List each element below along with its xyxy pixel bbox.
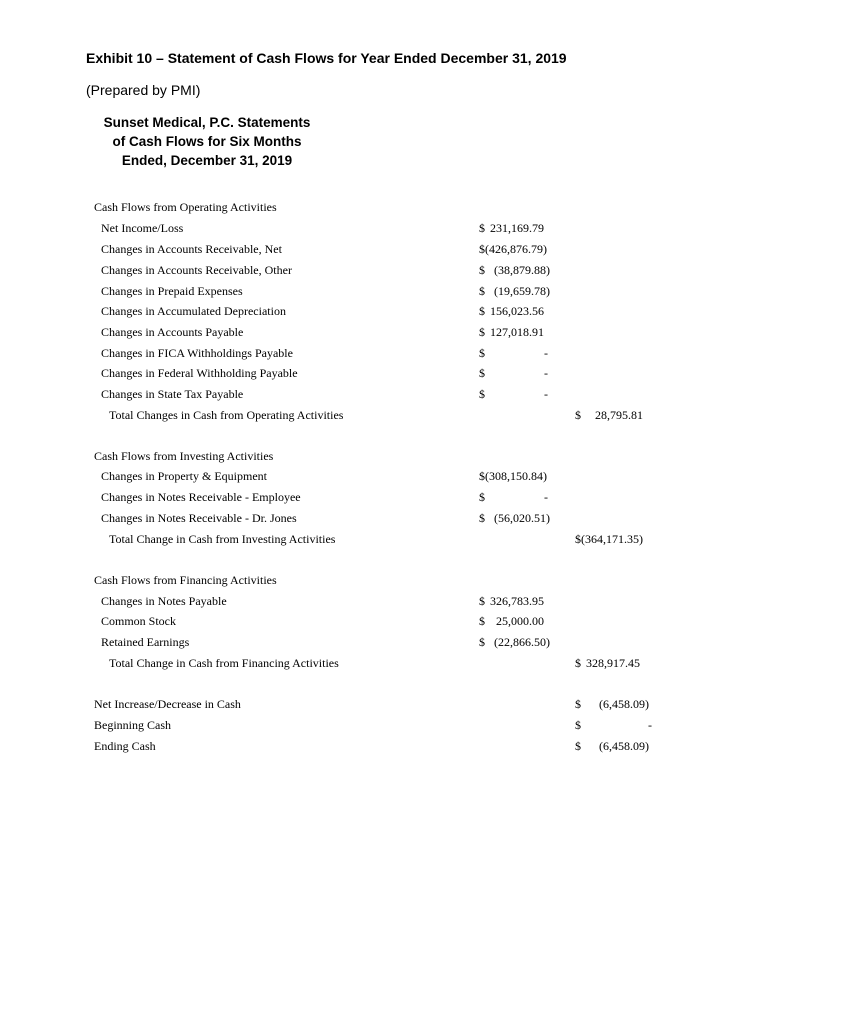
amount-value: (38,879.88): [494, 263, 550, 277]
row-amount: [479, 385, 558, 403]
statement-row: [0, 282, 845, 300]
row-amount: [479, 282, 558, 300]
dollar-sign: $: [479, 387, 485, 401]
dollar-sign: $: [479, 490, 485, 504]
dollar-sign: $: [479, 346, 485, 360]
dollar-sign: $: [575, 739, 581, 753]
row-amount: [575, 737, 654, 755]
amount-value: (6,458.09): [599, 739, 649, 753]
row-label: Net Increase/Decrease in Cash: [94, 697, 241, 711]
dollar-sign: $: [575, 697, 581, 711]
amount-value: $(308,150.84): [479, 469, 547, 483]
dollar-sign: $: [479, 366, 485, 380]
company-title: [86, 113, 328, 170]
statement-row: [0, 364, 845, 382]
section-heading: Cash Flows from Financing Activities: [94, 573, 277, 587]
dollar-sign: $: [479, 263, 485, 277]
statement-row: [0, 302, 845, 320]
row-label: Common Stock: [101, 614, 177, 628]
operating-total-row: [0, 406, 845, 424]
amount-value: -: [544, 366, 548, 380]
prepared-by: (Prepared by PMI): [86, 82, 201, 98]
row-amount: [479, 240, 558, 258]
row-label: Changes in State Tax Payable: [101, 387, 244, 401]
row-amount: [479, 612, 558, 630]
statement-row: [0, 592, 845, 610]
amount-value: 156,023.56: [490, 304, 544, 318]
amount-value: 328,917.45: [586, 656, 640, 670]
company-title-line: Sunset Medical, P.C. Statements: [103, 115, 311, 130]
row-label: Changes in Notes Receivable - Employee: [101, 490, 301, 504]
row-label: Changes in Accounts Payable: [101, 325, 244, 339]
company-title-line: Ended, December 31, 2019: [121, 153, 293, 168]
row-amount: [479, 344, 558, 362]
investing-heading-row: [0, 447, 845, 465]
statement-row: [0, 612, 845, 630]
row-label: Changes in Notes Payable: [101, 594, 227, 608]
statement-row: [0, 219, 845, 237]
amount-value: (19,659.78): [494, 284, 550, 298]
amount-value: 127,018.91: [490, 325, 544, 339]
statement-row: [0, 467, 845, 485]
row-amount: [479, 302, 558, 320]
dollar-sign: $: [479, 304, 485, 318]
statement-row: [0, 240, 845, 258]
row-label: Retained Earnings: [101, 635, 190, 649]
dollar-sign: $: [479, 511, 485, 525]
statement-row: [0, 385, 845, 403]
row-label: Changes in Prepaid Expenses: [101, 284, 243, 298]
amount-value: 25,000.00: [496, 614, 544, 628]
total-label: Total Change in Cash from Investing Activities: [109, 532, 336, 546]
amount-value: (6,458.09): [599, 697, 649, 711]
statement-row: [0, 633, 845, 651]
row-amount: [575, 716, 654, 734]
section-heading: Cash Flows from Operating Activities: [94, 200, 277, 214]
amount-value: (56,020.51): [494, 511, 550, 525]
investing-total-row: [0, 530, 845, 548]
row-amount: [479, 633, 558, 651]
amount-value: -: [544, 346, 548, 360]
amount-value: -: [648, 718, 652, 732]
row-amount: [479, 592, 558, 610]
company-title-line: of Cash Flows for Six Months: [112, 134, 302, 149]
statement-row: [0, 323, 845, 341]
dollar-sign: $: [575, 718, 581, 732]
row-label: Beginning Cash: [94, 718, 171, 732]
row-label: Changes in Accounts Receivable, Other: [101, 263, 292, 277]
row-amount: [479, 323, 558, 341]
dollar-sign: $: [479, 614, 485, 628]
dollar-sign: $: [479, 325, 485, 339]
amount-value: 28,795.81: [595, 408, 643, 422]
dollar-sign: $: [575, 656, 581, 670]
summary-row: [0, 716, 845, 734]
dollar-sign: $: [479, 221, 485, 235]
summary-row: [0, 737, 845, 755]
total-amount: [575, 530, 654, 548]
total-label: Total Change in Cash from Financing Activities: [109, 656, 339, 670]
exhibit-title: Exhibit 10 – Statement of Cash Flows for Year Ended December 31, 2019: [86, 50, 567, 66]
row-amount: [575, 695, 654, 713]
operating-heading-row: [0, 198, 845, 216]
row-label: Ending Cash: [94, 739, 156, 753]
total-amount: [575, 654, 654, 672]
dollar-sign: $: [479, 284, 485, 298]
row-label: Changes in Accumulated Depreciation: [101, 304, 286, 318]
statement-row: [0, 261, 845, 279]
dollar-sign: $: [479, 635, 485, 649]
row-label: Net Income/Loss: [101, 221, 184, 235]
row-label: Changes in Property & Equipment: [101, 469, 267, 483]
total-amount: [575, 406, 654, 424]
amount-value: $(364,171.35): [575, 532, 643, 546]
row-amount: [479, 467, 558, 485]
total-label: Total Changes in Cash from Operating Activities: [109, 408, 344, 422]
row-amount: [479, 219, 558, 237]
amount-value: $(426,876.79): [479, 242, 547, 256]
amount-value: -: [544, 490, 548, 504]
row-label: Changes in FICA Withholdings Payable: [101, 346, 293, 360]
row-amount: [479, 488, 558, 506]
row-label: Changes in Federal Withholding Payable: [101, 366, 298, 380]
row-label: Changes in Notes Receivable - Dr. Jones: [101, 511, 297, 525]
amount-value: 326,783.95: [490, 594, 544, 608]
dollar-sign: $: [575, 408, 581, 422]
row-amount: [479, 364, 558, 382]
amount-value: -: [544, 387, 548, 401]
row-label: Changes in Accounts Receivable, Net: [101, 242, 282, 256]
financing-heading-row: [0, 571, 845, 589]
summary-row: [0, 695, 845, 713]
financing-total-row: [0, 654, 845, 672]
statement-row: [0, 344, 845, 362]
row-amount: [479, 261, 558, 279]
dollar-sign: $: [479, 594, 485, 608]
statement-row: [0, 488, 845, 506]
statement-row: [0, 509, 845, 527]
row-amount: [479, 509, 558, 527]
amount-value: (22,866.50): [494, 635, 550, 649]
amount-value: 231,169.79: [490, 221, 544, 235]
section-heading: Cash Flows from Investing Activities: [94, 449, 274, 463]
